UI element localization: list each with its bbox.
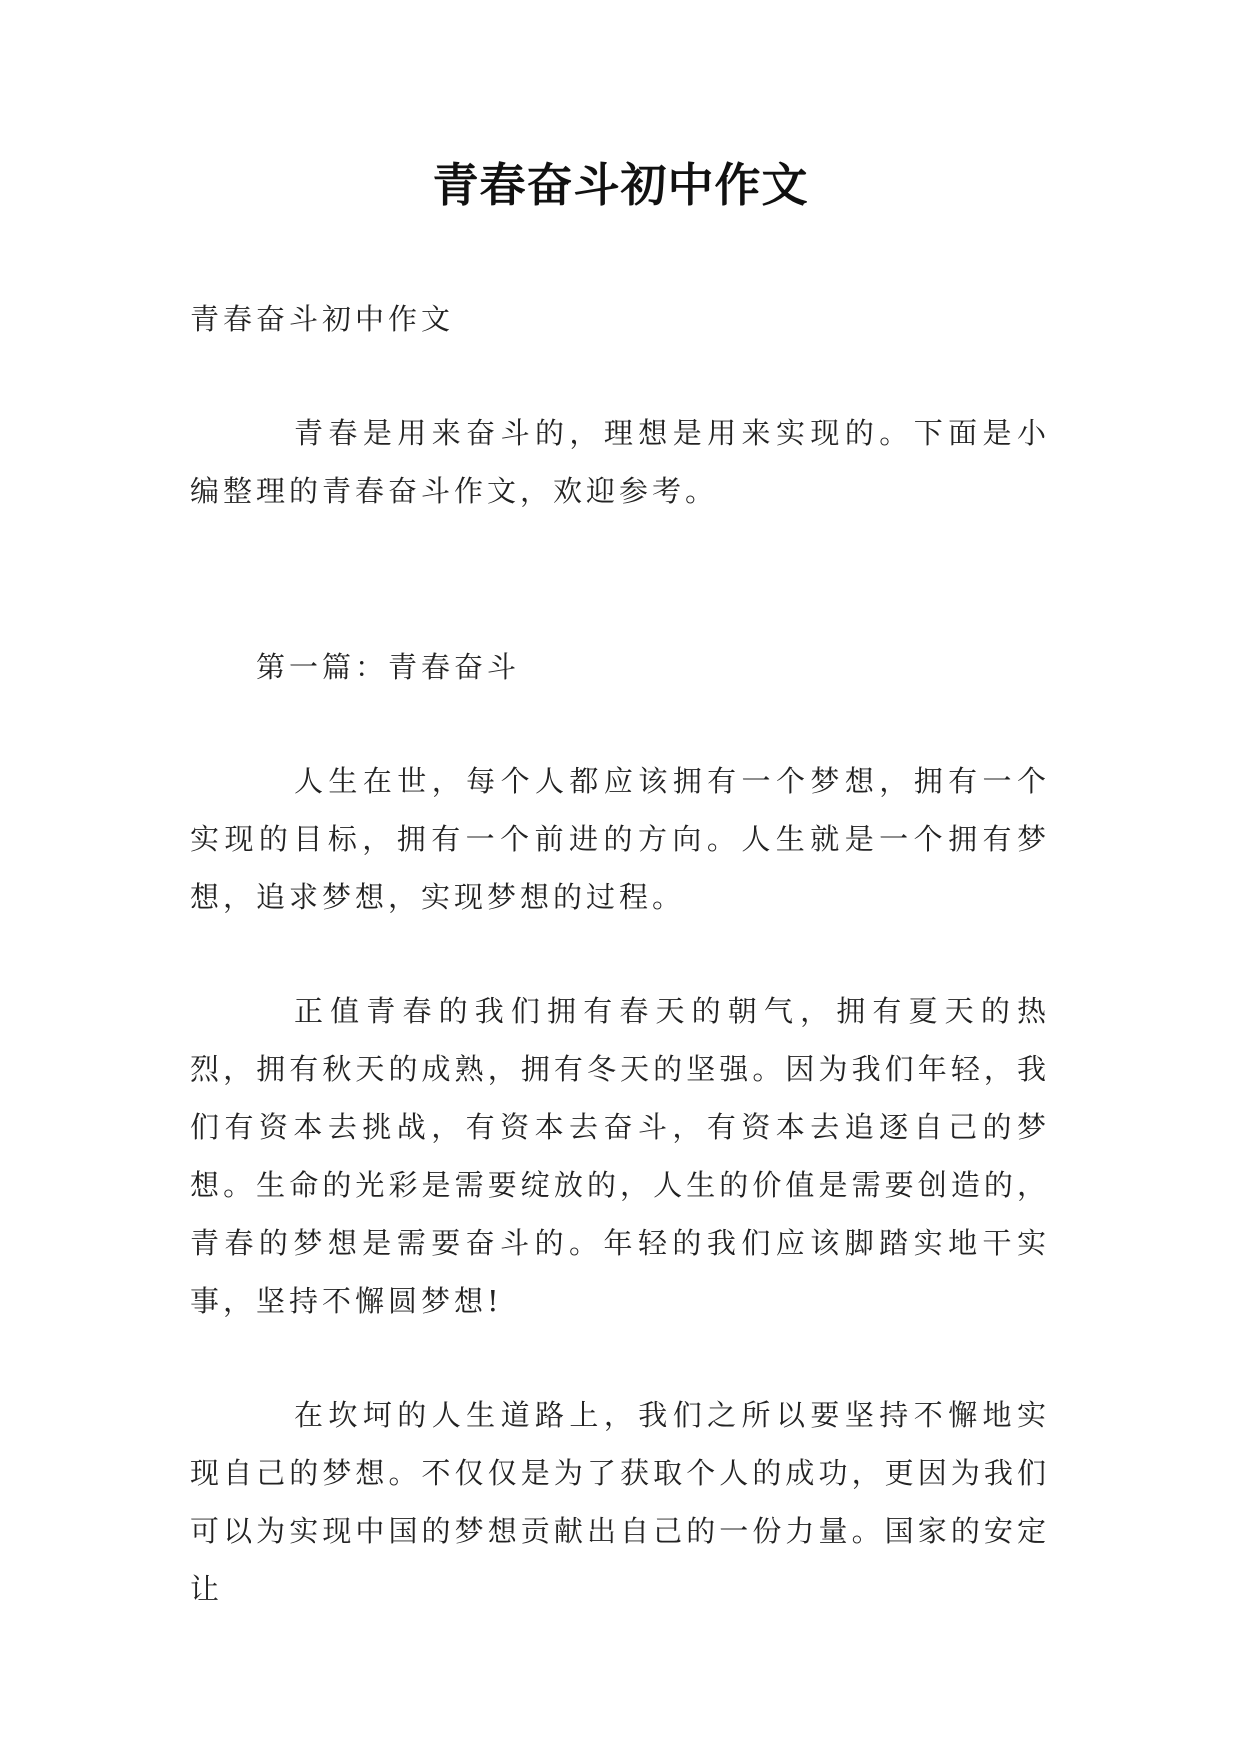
- spacer: [190, 926, 1050, 982]
- body-paragraph-2: 正值青春的我们拥有春天的朝气，拥有夏天的热烈，拥有秋天的成熟，拥有冬天的坚强。因为我们年轻，我们有资本去挑战，有资本去奋斗，有资本去追逐自己的梦想。生命的光彩是需要绽放的，人生的价值是需要创造的，青春的梦想是需要奋斗的。年轻的我们应该脚踏实地干实事，坚持不懈圆梦想!: [190, 994, 1050, 1318]
- document-title: 青春奋斗初中作文: [432, 158, 809, 212]
- spacer: [190, 696, 1050, 752]
- intro-paragraph: 青春是用来奋斗的，理想是用来实现的。下面是小编整理的青春奋斗作文，欢迎参考。: [190, 416, 1050, 508]
- spacer: [190, 1330, 1050, 1386]
- body-paragraph-1: 人生在世，每个人都应该拥有一个梦想，拥有一个实现的目标，拥有一个前进的方向。人生就是一个拥有梦想，追求梦想，实现梦想的过程。: [190, 764, 1050, 914]
- document-subtitle: 青春奋斗初中作文: [190, 302, 455, 336]
- document-body: [190, 290, 1050, 1618]
- section-heading: 第一篇：青春奋斗: [256, 650, 521, 684]
- body-paragraph-3: 在坎坷的人生道路上，我们之所以要坚持不懈地实现自己的梦想。不仅仅是为了获取个人的成功，更因为我们可以为实现中国的梦想贡献出自己的一份力量。国家的安定让: [190, 1398, 1050, 1606]
- spacer: [190, 348, 1050, 404]
- spacer: [190, 520, 1050, 638]
